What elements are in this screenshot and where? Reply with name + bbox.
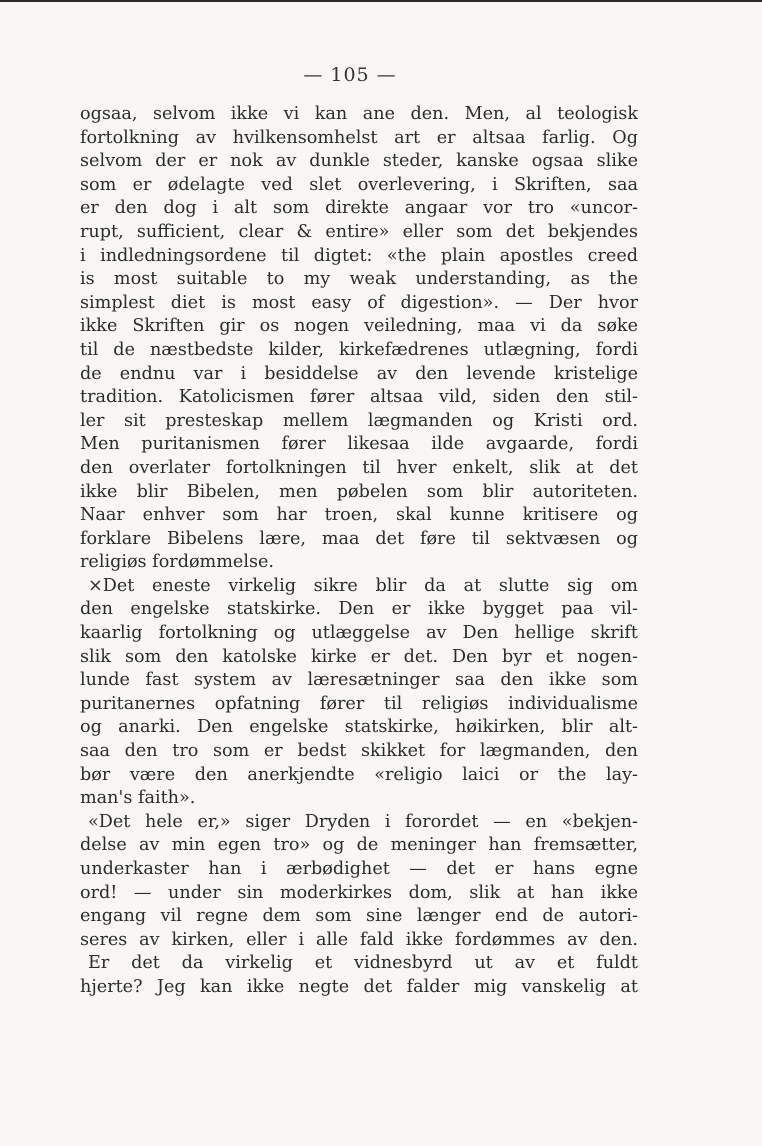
text-line: ord! — under sin moderkirkes dom, slik at han ikke [80, 882, 638, 903]
text-line: til de næstbedste kilder, kirkefædrenes utlægning, fordi [80, 339, 638, 360]
text-line: lunde fast system av læresætninger saa den ikke som [80, 670, 638, 691]
text-line: Naar enhver som har troen, skal kunne kritisere og [80, 505, 638, 526]
text-line: Er det da virkelig et vidnesbyrd ut av et fuldt [88, 953, 638, 974]
text-line: delse av min egen tro» og de meninger han fremsætter, [80, 835, 638, 856]
text-line: den overlater fortolkningen til hver enkelt, slik at det [80, 457, 638, 478]
text-line: religiøs fordømmelse. [80, 552, 274, 573]
text-line: i indledningsordene til digtet: «the plain apostles creed [80, 245, 638, 266]
page-number: — 105 — [303, 64, 397, 86]
text-line: simplest diet is most easy of digestion». — Der hvor [80, 292, 638, 313]
text-line: is most suitable to my weak understanding, as the [80, 269, 638, 290]
text-line: puritanernes opfatning fører til religiøs individualisme [80, 693, 638, 714]
text-line: er den dog i alt som direkte angaar vor tro «uncor- [80, 198, 638, 219]
text-line: tradition. Katolicismen fører altsaa vild, siden den stil- [80, 387, 638, 408]
text-line: kaarlig fortolkning og utlæggelse av Den hellige skrift [80, 623, 638, 644]
body-text [80, 103, 638, 1000]
text-line: «Det hele er,» siger Dryden i forordet — en «bekjen- [88, 811, 638, 832]
text-line: ogsaa, selvom ikke vi kan ane den. Men, al teologisk [80, 104, 638, 124]
text-line: ikke blir Bibelen, men pøbelen som blir autoriteten. [80, 481, 638, 502]
text-line: bør være den anerkjendte «religio laici or the lay- [80, 764, 638, 785]
text-line: underkaster han i ærbødighet — det er hans egne [80, 859, 638, 879]
text-line: Men puritanismen fører likesaa ilde avgaarde, fordi [80, 434, 638, 455]
text-line: man's faith». [80, 788, 196, 809]
text-line: seres av kirken, eller i alle fald ikke fordømmes av den. [80, 929, 638, 950]
text-line: og anarki. Den engelske statskirke, høikirken, blir alt- [80, 717, 638, 738]
text-line: forklare Bibelens lære, maa det føre til sektvæsen og [80, 528, 638, 549]
text-line: ler sit presteskap mellem lægmanden og Kristi ord. [80, 410, 638, 431]
text-line: hjerte? Jeg kan ikke negte det falder mig vanskelig at [80, 976, 638, 997]
text-line: den engelske statskirke. Den er ikke bygget paa vil- [80, 599, 638, 620]
text-line: rupt, sufficient, clear & entire» eller som det bekjendes [80, 221, 638, 242]
text-line: engang vil regne dem som sine længer end de autori- [80, 906, 638, 927]
text-line: ikke Skriften gir os nogen veiledning, maa vi da søke [80, 316, 638, 337]
text-line: ×Det eneste virkelig sikre blir da at slutte sig om [88, 575, 638, 596]
text-line: de endnu var i besiddelse av den levende kristelige [80, 363, 638, 384]
text-line: selvom der er nok av dunkle steder, kanske ogsaa slike [80, 151, 638, 172]
text-line: fortolkning av hvilkensomhelst art er altsaa farlig. Og [80, 127, 638, 148]
text-line: som er ødelagte ved slet overlevering, i Skriften, saa [80, 174, 638, 195]
text-line: saa den tro som er bedst skikket for lægmanden, den [80, 741, 638, 762]
text-line: slik som den katolske kirke er det. Den byr et nogen- [80, 646, 638, 667]
